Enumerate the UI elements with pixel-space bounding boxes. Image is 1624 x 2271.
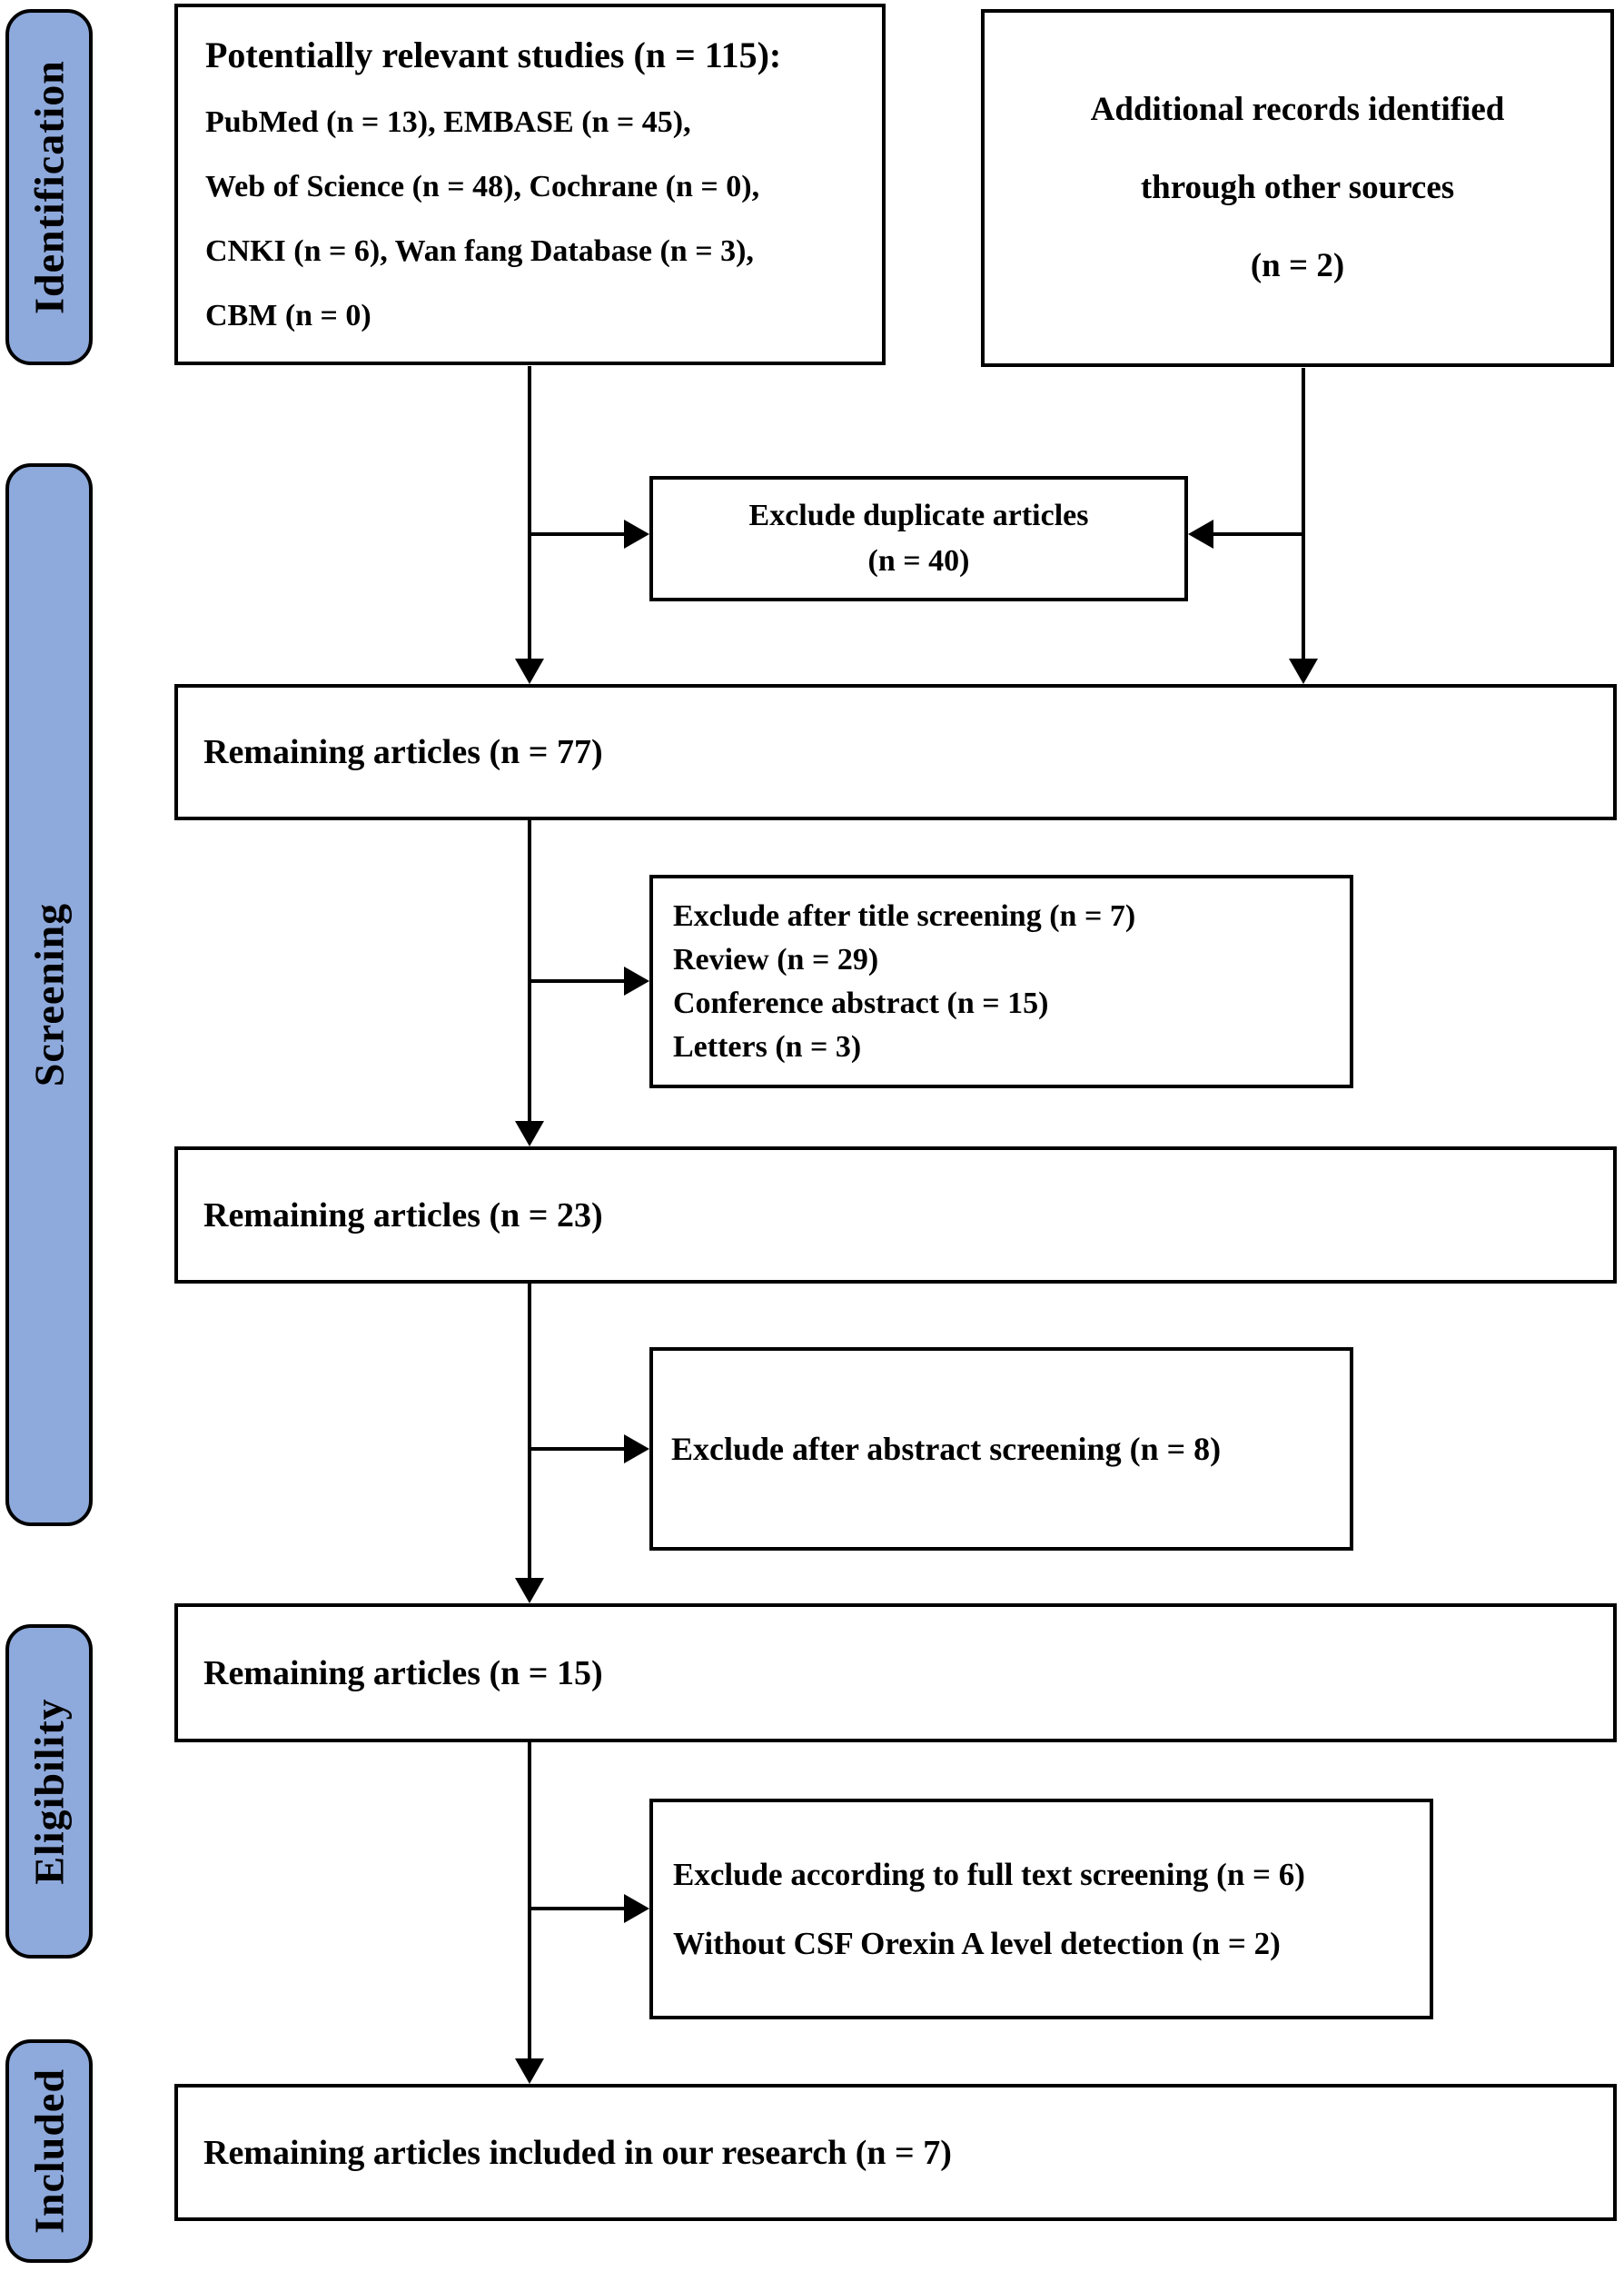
branch-to-exclude-abstract (530, 1447, 626, 1451)
stage-identification (5, 9, 93, 365)
box-text-line: Remaining articles included in our research (n = 7) (203, 2133, 952, 2172)
branch-to-exclude-title (530, 979, 626, 983)
box-text-line: Conference abstract (n = 15) (673, 986, 1049, 1020)
box-text-line: Exclude according to full text screening (n = 6) (673, 1856, 1305, 1892)
arrowhead-down-remaining77-left (515, 659, 544, 684)
arrowhead-down-remaining15 (515, 1578, 544, 1603)
box-text-line: Review (n = 29) (673, 942, 879, 977)
branch-to-exclude-fulltext (530, 1907, 626, 1910)
connector-remaining15-to-included (528, 1742, 531, 2061)
connector-src1-to-remaining77 (528, 366, 531, 662)
connector-remaining23-to-remaining15 (528, 1284, 531, 1581)
box-exclude-duplicates (649, 476, 1188, 601)
branch-to-exclude-duplicates-right (1212, 532, 1303, 536)
box-text-line: Exclude after title screening (n = 7) (673, 898, 1136, 933)
arrowhead-down-remaining77-right (1289, 659, 1318, 684)
box-text-line: (n = 2) (1250, 247, 1345, 284)
box-text-line: Without CSF Orexin A level detection (n = 2) (673, 1925, 1281, 1961)
box-text-line: through other sources (1140, 169, 1455, 206)
box-text-line: Letters (n = 3) (673, 1029, 862, 1064)
arrowhead-down-remaining23 (515, 1121, 544, 1146)
box-remaining-15 (174, 1603, 1617, 1742)
box-text-line: CBM (n = 0) (205, 299, 371, 332)
arrowhead-down-included (515, 2058, 544, 2084)
stage-screening (5, 463, 93, 1526)
arrowhead-right-exclude-duplicates (624, 520, 649, 549)
stage-eligibility (5, 1624, 93, 1959)
box-text-line: Exclude after abstract screening (n = 8) (671, 1431, 1222, 1467)
stage-identification-label: Identification (25, 60, 73, 314)
box-remaining-23 (174, 1146, 1617, 1284)
box-exclude-full-text (649, 1799, 1433, 2019)
box-text-line: Additional records identified (1090, 91, 1505, 128)
stage-screening-label: Screening (25, 902, 73, 1087)
connector-src2-to-remaining77 (1302, 368, 1305, 662)
arrowhead-right-exclude-abstract (624, 1434, 649, 1463)
box-included-final (174, 2084, 1617, 2221)
stage-included-label: Included (25, 2068, 73, 2234)
branch-to-exclude-duplicates-left (530, 532, 626, 536)
box-text-line: Web of Science (n = 48), Cochrane (n = 0), (205, 170, 760, 203)
arrowhead-right-exclude-title (624, 967, 649, 996)
box-text-line: Remaining articles (n = 23) (203, 1195, 603, 1235)
box-text-line: Remaining articles (n = 77) (203, 733, 603, 771)
box-text-line: Remaining articles (n = 15) (203, 1653, 603, 1692)
stage-eligibility-label: Eligibility (25, 1698, 73, 1885)
box-text-line: Potentially relevant studies (n = 115): (205, 35, 782, 75)
box-text-line: PubMed (n = 13), EMBASE (n = 45), (205, 105, 691, 139)
connector-remaining77-to-remaining23 (528, 820, 531, 1124)
arrowhead-right-exclude-fulltext (624, 1894, 649, 1923)
box-text-line: Exclude duplicate articles (748, 499, 1089, 532)
box-exclude-title-screening (649, 875, 1353, 1088)
stage-included (5, 2039, 93, 2263)
box-text-line: CNKI (n = 6), Wan fang Database (n = 3), (205, 234, 754, 268)
box-additional-records (981, 9, 1614, 367)
box-remaining-77 (174, 684, 1617, 820)
box-potentially-relevant-studies (174, 4, 886, 365)
box-exclude-abstract-screening (649, 1347, 1353, 1551)
box-text-line: (n = 40) (867, 544, 970, 578)
arrowhead-left-exclude-duplicates (1188, 520, 1213, 549)
